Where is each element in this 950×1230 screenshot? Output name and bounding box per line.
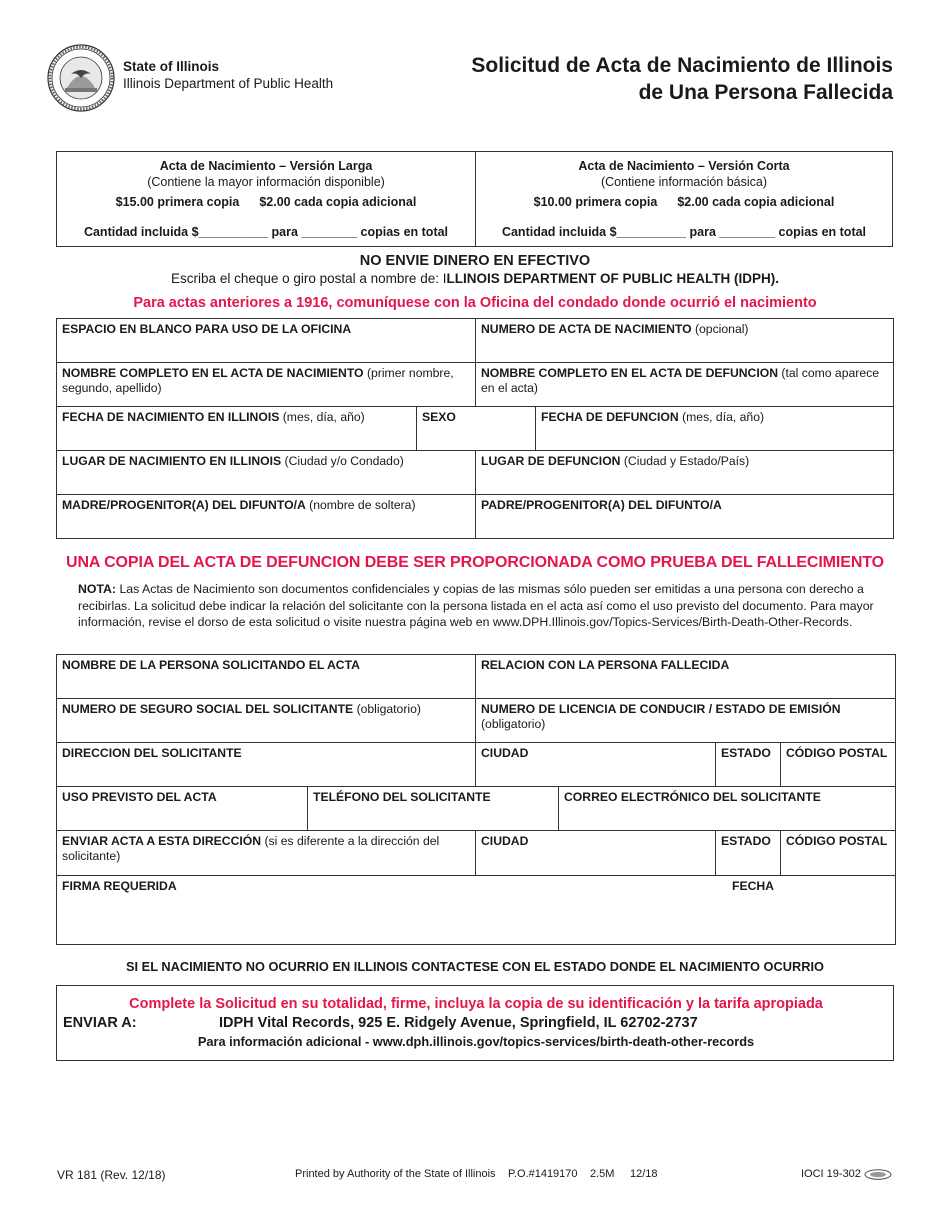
address-label: DIRECCION DEL SOLICITANTE (62, 746, 242, 760)
license-label: NUMERO DE LICENCIA DE CONDUCIR / ESTADO DE EMISIÓN (481, 702, 841, 716)
birth-date-label: FECHA DE NACIMIENTO EN ILLINOIS (62, 410, 280, 424)
sex-label: SEXO (422, 410, 456, 424)
office-use-field (56, 318, 476, 363)
mother-note: (nombre de soltera) (309, 498, 416, 512)
mother-field[interactable] (56, 494, 476, 539)
address-field[interactable] (56, 742, 476, 787)
death-place-field[interactable] (475, 450, 894, 495)
phone-field[interactable] (307, 786, 559, 831)
death-place-note: (Ciudad y Estado/País) (623, 454, 750, 468)
email-field[interactable] (558, 786, 896, 831)
death-name-note: (tal como aparece en el acta) (481, 366, 879, 395)
birth-name-label: NOMBRE COMPLETO EN EL ACTA DE NACIMIENTO (62, 366, 364, 380)
sex-field[interactable] (416, 406, 536, 451)
check-prefix: Escriba el cheque o giro postal a nombre de: I (171, 271, 447, 286)
license-note: (obligatorio) (481, 717, 546, 731)
zip-label: CÓDIGO POSTAL (786, 746, 888, 760)
check-payable-line (0, 271, 950, 286)
mail-to-field[interactable] (56, 830, 476, 876)
birth-date-field[interactable] (56, 406, 417, 451)
phone-label: TELÉFONO DEL SOLICITANTE (313, 790, 491, 804)
requester-name-label: NOMBRE DE LA PERSONA SOLICITANDO EL ACTA (62, 658, 360, 672)
father-label: PADRE/PROGENITOR(A) DEL DIFUNTO/A (481, 498, 722, 512)
fee-long-amount-field[interactable]: Cantidad incluida $__________ para ________ copias en total (83, 225, 449, 239)
mail-city-label: CIUDAD (481, 834, 529, 848)
check-payee: LLINOIS DEPARTMENT OF PUBLIC HEALTH (IDPH). (446, 271, 779, 286)
signature-label: FIRMA REQUERIDA (62, 879, 177, 893)
mail-state-label: ESTADO (721, 834, 771, 848)
ssn-field[interactable] (56, 698, 476, 743)
death-certificate-warning: UNA COPIA DEL ACTA DE DEFUNCION DEBE SER PROPORCIONADA COMO PRUEBA DEL FALLECIMIENTO (65, 554, 884, 571)
mail-zip-field[interactable] (780, 830, 896, 876)
relationship-field[interactable] (475, 654, 896, 699)
send-address: IDPH Vital Records, 925 E. Ridgely Avenue, Springfield, IL 62702-2737 (219, 1015, 698, 1031)
city-label: CIUDAD (481, 746, 529, 760)
state-seal-logo (47, 44, 115, 112)
birth-date-note: (mes, día, año) (282, 410, 365, 424)
title-line-1: Solicitud de Acta de Nacimiento de Illinois (471, 54, 893, 77)
ioci-number: IOCI 19-302 (801, 1168, 861, 1180)
fee-box (56, 151, 893, 247)
mail-to-note: (si es diferente a la dirección del solicitante) (62, 834, 440, 863)
document-title (373, 52, 893, 106)
purpose-label: USO PREVISTO DEL ACTA (62, 790, 217, 804)
city-field[interactable] (475, 742, 716, 787)
non-illinois-notice: SI EL NACIMIENTO NO OCURRIO EN ILLINOIS CONTACTESE CON EL ESTADO DONDE EL NACIMIENTO OCURRIO (126, 959, 824, 974)
death-date-label: FECHA DE DEFUNCION (541, 410, 679, 424)
death-name-field[interactable] (475, 362, 894, 407)
date-label: FECHA (732, 879, 774, 893)
printed-by: Printed by Authority of the State of Illinois (295, 1168, 496, 1180)
confidentiality-note (78, 581, 878, 631)
mail-city-field[interactable] (475, 830, 716, 876)
fee-short-amount-field[interactable]: Cantidad incluida $__________ para ________ copias en total (501, 225, 867, 239)
send-box (56, 985, 894, 1061)
pre-1916-notice: Para actas anteriores a 1916, comuníquese con la Oficina del condado donde ocurrió el nacimiento (133, 295, 817, 311)
print-date: 12/18 (630, 1168, 658, 1180)
birth-number-note: (opcional) (694, 322, 749, 336)
agency-dept: Illinois Department of Public Health (123, 76, 334, 91)
fee-long-version (57, 158, 475, 240)
fee-long-title: Acta de Nacimiento – Versión Larga (159, 159, 373, 173)
fee-short-additional: $2.00 cada copia adicional (677, 195, 835, 209)
signature-field[interactable] (56, 875, 896, 945)
death-place-label: LUGAR DE DEFUNCION (481, 454, 621, 468)
fee-long-subtitle: (Contiene la mayor información disponible) (147, 175, 385, 189)
send-to-label: ENVIAR A: (63, 1015, 137, 1031)
state-label: ESTADO (721, 746, 771, 760)
purpose-field[interactable] (56, 786, 308, 831)
state-field[interactable] (715, 742, 781, 787)
email-label: CORREO ELECTRÓNICO DEL SOLICITANTE (564, 790, 821, 804)
birth-place-note: (Ciudad y/o Condado) (284, 454, 404, 468)
requester-name-field[interactable] (56, 654, 476, 699)
po-number: P.O.#1419170 (508, 1168, 578, 1180)
fee-short-subtitle: (Contiene información básica) (600, 175, 768, 189)
note-label: NOTA: (78, 582, 117, 596)
birth-place-label: LUGAR DE NACIMIENTO EN ILLINOIS (62, 454, 282, 468)
mail-state-field[interactable] (715, 830, 781, 876)
ssn-label: NUMERO DE SEGURO SOCIAL DEL SOLICITANTE (62, 702, 354, 716)
form-number: VR 181 (Rev. 12/18) (57, 1168, 166, 1182)
birth-name-note: (primer nombre, segundo, apellido) (62, 366, 454, 395)
death-name-label: NOMBRE COMPLETO EN EL ACTA DE DEFUNCION (481, 366, 779, 380)
fee-short-title: Acta de Nacimiento – Versión Corta (578, 159, 790, 173)
birth-number-label: NUMERO DE ACTA DE NACIMIENTO (481, 322, 692, 336)
father-field[interactable] (475, 494, 894, 539)
title-line-2: de Una Persona Fallecida (638, 81, 893, 104)
office-use-label: ESPACIO EN BLANCO PARA USO DE LA OFICINA (62, 322, 352, 336)
birth-number-field[interactable] (475, 318, 894, 363)
birth-name-field[interactable] (56, 362, 476, 407)
zip-field[interactable] (780, 742, 896, 787)
agency-name: State of Illinois (123, 59, 220, 74)
mail-zip-label: CÓDIGO POSTAL (786, 834, 888, 848)
relationship-label: RELACION CON LA PERSONA FALLECIDA (481, 658, 730, 672)
death-date-note: (mes, día, año) (682, 410, 765, 424)
fee-long-first: $15.00 primera copia (115, 195, 240, 209)
note-text: Las Actas de Nacimiento son documentos confidenciales y copias de las mismas sólo pueden ser emitidas a una persona con derecho a recibirlas. La solicitud debe indicar la relación del solicitante con la persona listada en el acta así como el uso previsto del documento. Para mayor información, revise el dorso de esta solicitud o visite nuestra página web en www.DPH.Illinois.gov/Topics-Services/Birth-Death-Other-Records. (78, 582, 874, 629)
fee-long-additional: $2.00 cada copia adicional (259, 195, 417, 209)
union-bug-icon (864, 1169, 892, 1180)
fee-short-version (475, 158, 893, 240)
agency-block (123, 58, 333, 92)
more-info-line: Para información adicional - www.dph.illinois.gov/topics-services/birth-death-other-records (197, 1034, 755, 1049)
mail-to-label: ENVIAR ACTA A ESTA DIRECCIÓN (62, 834, 262, 848)
fee-short-first: $10.00 primera copia (533, 195, 658, 209)
print-quantity: 2.5M (590, 1168, 615, 1180)
license-field[interactable] (475, 698, 896, 743)
send-instructions: Complete la Solicitud en su totalidad, firme, incluya la copia de su identificación y la tarifa apropiada (129, 996, 823, 1012)
birth-place-field[interactable] (56, 450, 476, 495)
mother-label: MADRE/PROGENITOR(A) DEL DIFUNTO/A (62, 498, 306, 512)
no-cash-heading: NO ENVIE DINERO EN EFECTIVO (359, 253, 591, 269)
death-date-field[interactable] (535, 406, 894, 451)
ssn-note: (obligatorio) (356, 702, 421, 716)
